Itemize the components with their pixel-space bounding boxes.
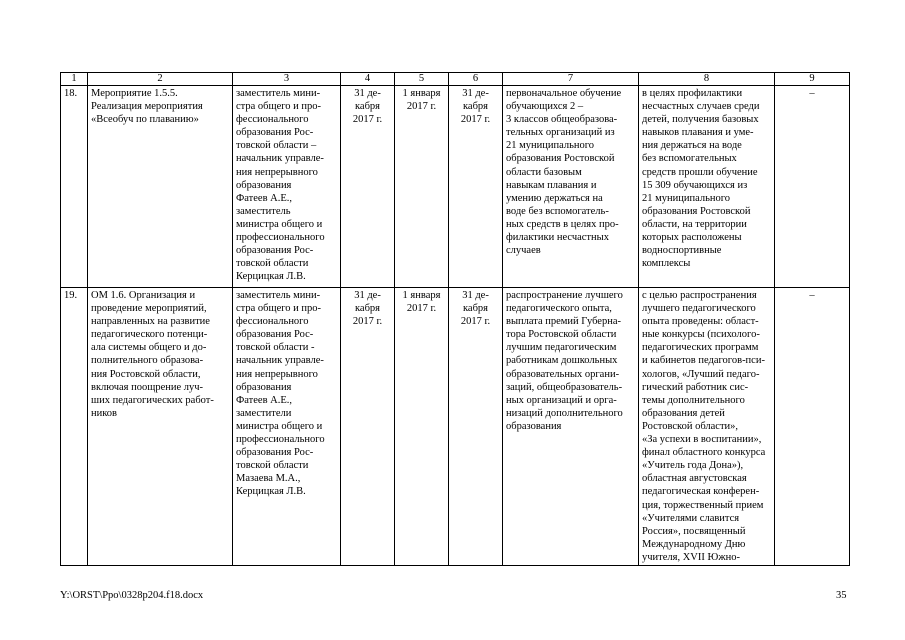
text-line: водноспортивные [642, 245, 722, 257]
text-line: навыков плавания и уме- [642, 127, 754, 139]
text-line: образования детей [642, 407, 725, 419]
text-line: 2017 г. [460, 316, 491, 328]
text-line: 2017 г. [460, 114, 491, 126]
text-line: и кабинетов педагогов-пси- [642, 355, 765, 367]
text-line: фессионального [236, 114, 309, 126]
text-line: стра общего и про- [236, 303, 322, 315]
text-line: «Всеобуч по плаванию» [91, 114, 199, 126]
text-line: Россия», посвященный [642, 525, 746, 537]
text-line: педагогических программ [642, 342, 759, 354]
text-line: заместитель мини- [236, 290, 321, 301]
text-line: гический работник сис- [642, 381, 749, 393]
row-number: 19. [61, 288, 88, 566]
text-line: навыкам плавания и [506, 179, 597, 191]
header-cell: 3 [233, 73, 341, 86]
text-line: полнительного образова- [91, 355, 204, 367]
text-line: средств прошли обучение [642, 166, 758, 178]
text-line: кабря [462, 303, 489, 315]
text-line: 15 309 обучающихся из [642, 179, 748, 191]
text-line: хологов, «Лучший педаго- [642, 368, 760, 380]
header-cell: 4 [341, 73, 395, 86]
text-line: 31 де- [354, 88, 381, 99]
text-line: направленных на развитие [91, 316, 210, 328]
text-line: заций, общеобразователь- [506, 381, 623, 393]
text-line: первоначальное обучение [506, 88, 622, 99]
text-line: Реализация мероприятия [91, 101, 203, 113]
text-line: министра общего и [236, 420, 323, 432]
text-line: ала системы общего и до- [91, 342, 207, 354]
text-line: Международному Дню [642, 538, 746, 550]
text-line: Мазаева М.А., [236, 473, 301, 485]
page-number: 35 [836, 590, 847, 601]
text-line: образования Ростовской [506, 153, 615, 165]
text-line: лучшим педагогическим [506, 342, 617, 354]
text-line: педагогическая конферен- [642, 486, 760, 498]
text-line: 2017 г. [352, 316, 383, 328]
text-line: Ростовской области», [642, 420, 739, 432]
actual-end-date-cell [449, 288, 503, 566]
header-cell: 2 [88, 73, 233, 86]
text-line: стра общего и про- [236, 101, 322, 113]
text-line: 21 муниципального [642, 192, 731, 204]
text-line: распространение лучшего [506, 290, 623, 301]
text-line: ния Ростовской области, [91, 368, 201, 380]
text-line: детей, получения базовых [642, 114, 759, 126]
text-line: лучшего педагогического [642, 303, 756, 315]
text-line: финал областного конкурса [642, 447, 766, 459]
file-path-footer: Y:\ORST\Ppo\0328p204.f18.docx [60, 590, 204, 601]
text-line: несчастных случаев среди [642, 101, 760, 113]
header-cell: 8 [639, 73, 775, 86]
text-line: кабря [462, 101, 489, 113]
text-line: проведение мероприятий, [91, 303, 207, 315]
planned-end-date-cell [341, 86, 395, 288]
header-cell: 6 [449, 73, 503, 86]
text-line: Керцицкая Л.В. [236, 271, 306, 283]
text-line: 3 классов общеобразова- [506, 114, 618, 126]
text-line: образования Рос- [236, 127, 314, 139]
text-line: образования [506, 420, 562, 432]
text-line: умению держаться на [506, 192, 603, 204]
text-line: работникам дошкольных [506, 355, 618, 367]
text-line: кабря [354, 101, 381, 113]
text-line: образования Рос- [236, 447, 314, 459]
text-line: низаций дополнительного [506, 407, 623, 419]
text-line: 1 января [402, 290, 441, 301]
text-line: которых расположены [642, 232, 742, 244]
text-line: тельных организаций из [506, 127, 615, 139]
actual-end-date-cell [449, 86, 503, 288]
text-line: товской области - [236, 342, 315, 354]
text-line: тора Ростовской области [506, 329, 617, 341]
table-row [61, 288, 850, 566]
text-line: областная августовская [642, 473, 747, 485]
text-line: ных организаций и орга- [506, 394, 617, 406]
text-line: ОМ 1.6. Организация и [91, 290, 196, 301]
text-line: с целью распространения [642, 290, 757, 301]
text-line: филактики несчастных [506, 232, 609, 244]
text-line: «Учитель года Дона»), [642, 460, 744, 472]
text-line: включая поощрение луч- [91, 381, 204, 393]
row-number: 18. [61, 86, 88, 288]
text-line: 2017 г. [406, 101, 437, 113]
text-line: образования [236, 179, 292, 191]
text-line: профессионального [236, 434, 325, 446]
text-line: ния держаться на воде [642, 140, 742, 152]
text-line: ция, торжественный прием [642, 499, 764, 511]
actual-start-date-cell [395, 86, 449, 288]
text-line: 2017 г. [352, 114, 383, 126]
text-line: Керцицкая Л.В. [236, 486, 306, 498]
text-line: товской области – [236, 140, 317, 152]
text-line: образования Рос- [236, 329, 314, 341]
text-line: 1 января [402, 88, 441, 99]
text-line: заместители [236, 407, 292, 419]
text-line: без вспомогательных [642, 153, 737, 165]
text-line: 31 де- [462, 290, 489, 301]
header-cell: 7 [503, 73, 639, 86]
text-line: ных средств в целях про- [506, 218, 619, 230]
responsible-cell [233, 288, 341, 566]
actual-result-cell [639, 86, 775, 288]
planned-result-cell [503, 288, 639, 566]
text-line: области, на территории [642, 218, 747, 230]
text-line: фессионального [236, 316, 309, 328]
text-line: 31 де- [462, 88, 489, 99]
text-line: обучающихся 2 – [506, 101, 584, 113]
text-line: образования Ростовской [642, 205, 751, 217]
event-cell [88, 288, 233, 566]
actual-start-date-cell [395, 288, 449, 566]
text-line: воде без вспомогатель- [506, 205, 609, 217]
table-row [61, 86, 850, 288]
header-cell: 9 [775, 73, 850, 86]
text-line: в целях профилактики [642, 88, 743, 99]
report-table [60, 72, 850, 566]
text-line: образовательных органи- [506, 368, 620, 380]
text-line: Фатеев А.Е., [236, 192, 293, 204]
header-row [61, 73, 850, 86]
header-cell: 1 [61, 73, 88, 86]
text-line: случаев [506, 245, 541, 257]
text-line: учителя, XVII Южно- [642, 551, 741, 563]
text-line: ния непрерывного [236, 166, 318, 178]
text-line: 31 де- [354, 290, 381, 301]
text-line: ния непрерывного [236, 368, 318, 380]
text-line: профессионального [236, 232, 325, 244]
note-cell: – [775, 288, 850, 566]
note-cell: – [775, 86, 850, 288]
text-line: министра общего и [236, 218, 323, 230]
text-line: кабря [354, 303, 381, 315]
text-line: «Учителями славится [642, 512, 740, 524]
text-line: Мероприятие 1.5.5. [91, 88, 178, 99]
text-line: педагогического опыта, [506, 303, 612, 315]
planned-end-date-cell [341, 288, 395, 566]
text-line: выплата премий Губерна- [506, 316, 621, 328]
text-line: образования Рос- [236, 245, 314, 257]
text-line: области базовым [506, 166, 582, 178]
text-line: заместитель [236, 205, 291, 217]
text-line: 2017 г. [406, 303, 437, 315]
text-line: педагогического потенци- [91, 329, 208, 341]
header-cell: 5 [395, 73, 449, 86]
event-cell [88, 86, 233, 288]
text-line: товской области [236, 258, 309, 270]
text-line: начальник управле- [236, 355, 324, 367]
text-line: ников [91, 407, 118, 419]
text-line: Фатеев А.Е., [236, 394, 293, 406]
text-line: товской области [236, 460, 309, 472]
text-line: «За успехи в воспитании», [642, 434, 762, 446]
text-line: темы дополнительного [642, 394, 745, 406]
text-line: комплексы [642, 258, 691, 270]
text-line: ные конкурсы (психолого- [642, 329, 760, 341]
text-line: ших педагогических работ- [91, 394, 214, 406]
actual-result-cell [639, 288, 775, 566]
text-line: опыта проведены: област- [642, 316, 759, 328]
text-line: заместитель мини- [236, 88, 321, 99]
text-line: 21 муниципального [506, 140, 595, 152]
text-line: начальник управле- [236, 153, 324, 165]
planned-result-cell [503, 86, 639, 288]
text-line: образования [236, 381, 292, 393]
responsible-cell [233, 86, 341, 288]
